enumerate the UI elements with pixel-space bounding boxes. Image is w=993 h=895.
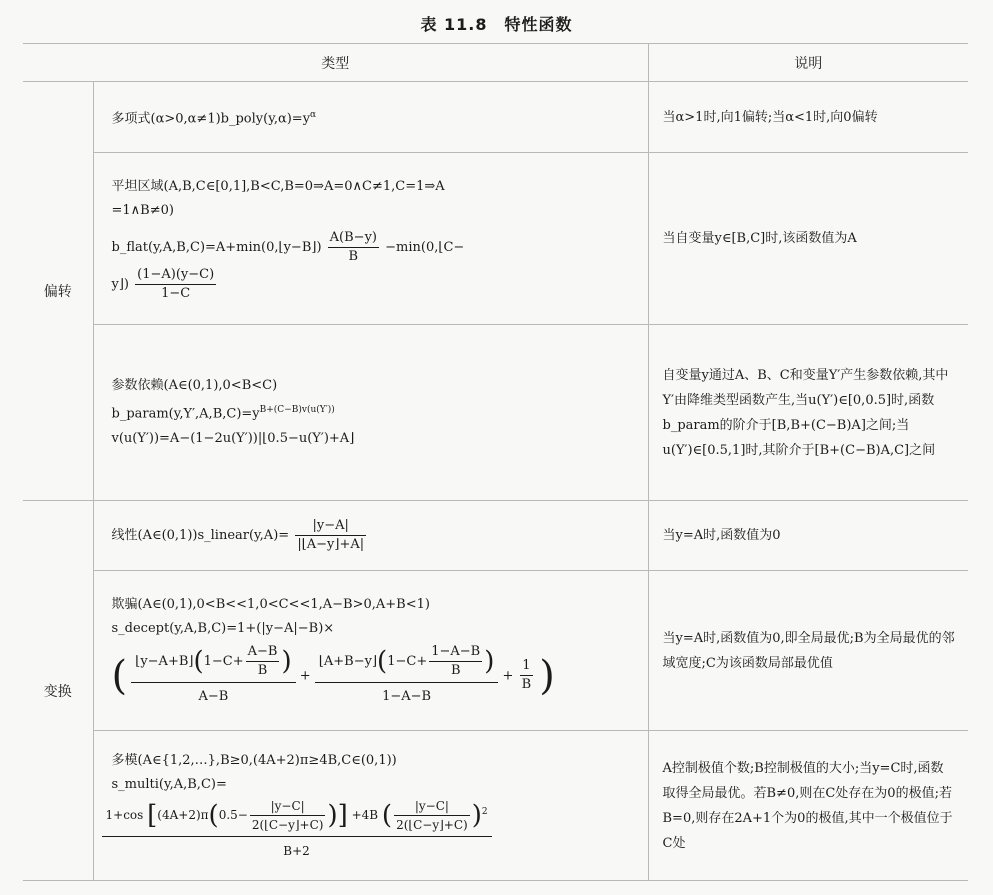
row-decept-desc: 当y=A时,函数值为0,即全局最优;B为全局最优的邻域宽度;C为该函数局部最优值 — [648, 571, 968, 731]
feature-function-table — [23, 43, 968, 881]
header-type: 类型 — [23, 44, 648, 82]
group-transform: 变换 — [23, 501, 93, 881]
row-flat-formula: 平坦区域(A,B,C∈[0,1],B<C,B=0⇒A=0∧C≠1,C=1⇒A =1∧B≠0) b_flat(y,A,B,C)=A+min(0,⌊y−B⌋) $\frac{A(B-y)}{B}$ −min(0,⌊C− y⌋) $\frac{(1-A)(y-C)}{1-C}$ — [93, 153, 648, 325]
group-bias: 偏转 — [23, 82, 93, 501]
row-poly-desc: 当α>1时,向1偏转;当α<1时,向0偏转 — [648, 82, 968, 153]
row-linear-desc: 当y=A时,函数值为0 — [648, 501, 968, 571]
row-multi-formula: 多模(A∈{1,2,…},B≥0,(4A+2)π≥4B,C∈(0,1)) s_multi(y,A,B,C)= 1+cos [(4A+2)π(0.5− $\frac{|y-C|}{2(⌊C-y⌋+C)}$ )] +4B ( $\frac{|y-C|}{2(⌊C-y⌋+C)}$ )$^2$ B+2 — [93, 731, 648, 881]
row-poly-formula: 多项式$(\alpha>0,\alpha\ne 1)b\_poly(y,\alpha)=y^\alpha$ — [93, 82, 648, 153]
row-linear-formula: 线性(A∈(0,1))s_linear(y,A)= $\frac{|y-A|}{|⌊A-y⌋+A|}$ — [93, 501, 648, 571]
table-title: 表 11.8 特性函数 — [420, 15, 573, 34]
row-flat-desc: 当自变量y∈[B,C]时,该函数值为A — [648, 153, 968, 325]
header-desc: 说明 — [648, 44, 968, 82]
row-param-formula: 参数依赖(A∈(0,1),0<B<C) $b\_param(y,Y',A,B,C)=y^{B+(C-B)v(u(Y'))}$ v(u(Y′))=A−(1−2u(Y′))|⌊0.5−u(Y′)+A⌋ — [93, 325, 648, 501]
row-multi-desc: A控制极值个数;B控制极值的大小;当y=C时,函数取得全局最优。若B≠0,则在C处存在为0的极值;若B=0,则存在2A+1个为0的极值,其中一个极值位于C处 — [648, 731, 968, 881]
row-decept-formula: 欺骗(A∈(0,1),0<B<<1,0<C<<1,A−B>0,A+B<1) s_decept(y,A,B,C)=1+(|y−A|−B)× ( ⌊y−A+B⌋(1−C+ $\frac{A-B}{B}$ ) A−B + ⌊A+B−y⌋(1−C+ $\frac{1-A-B}{B}$ ) 1−A−B + $\frac{1}{B}$ ) — [93, 571, 648, 731]
row-param-desc: 自变量y通过A、B、C和变量Y′产生参数依赖,其中Y′由降维类型函数产生,当u(Y′)∈[0,0.5]时,函数b_param的阶介于[B,B+(C−B)A]之间;当u(Y′)∈[0.5,1]时,其阶介于[B+(C−B)A,C]之间 — [648, 325, 968, 501]
